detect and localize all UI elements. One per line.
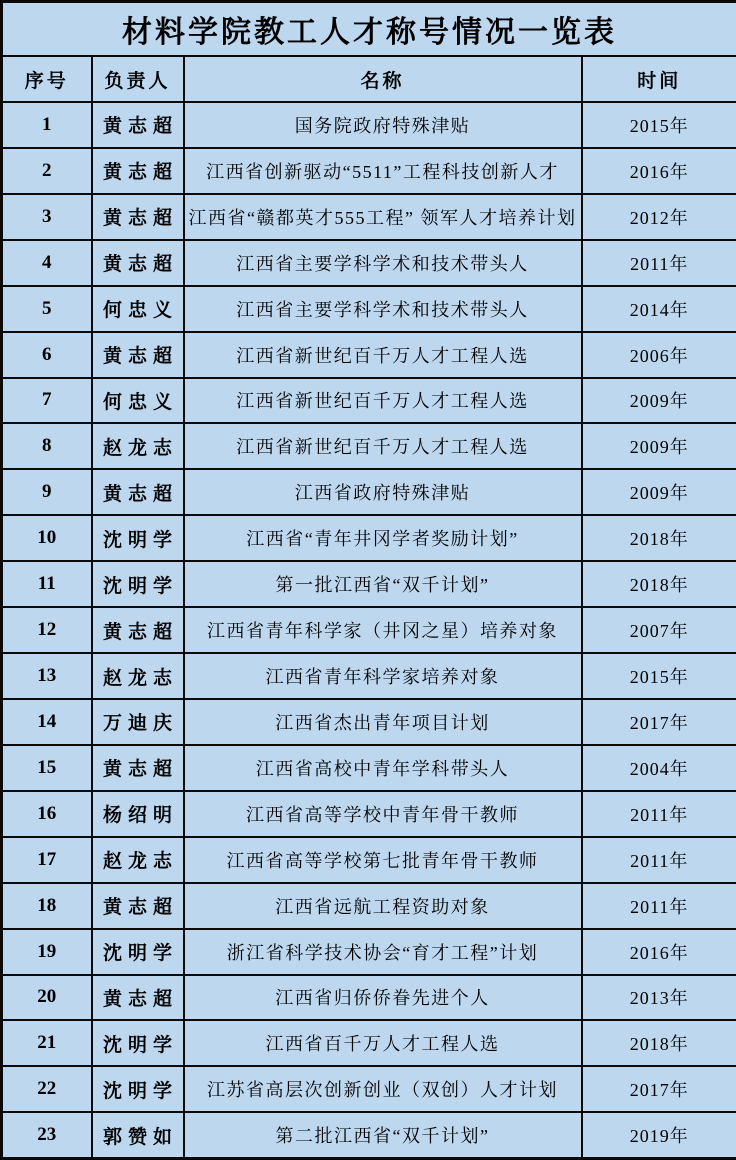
cell-person: 沈明学 bbox=[92, 561, 184, 607]
cell-name: 江西省主要学科学术和技术带头人 bbox=[184, 286, 582, 332]
cell-time: 2011年 bbox=[582, 791, 736, 837]
cell-name: 江西省青年科学家培养对象 bbox=[184, 653, 582, 699]
cell-index: 11 bbox=[2, 561, 92, 607]
cell-time: 2015年 bbox=[582, 653, 736, 699]
cell-time: 2009年 bbox=[582, 423, 736, 469]
table-row bbox=[2, 699, 736, 745]
cell-index: 3 bbox=[2, 194, 92, 240]
cell-index: 20 bbox=[2, 975, 92, 1021]
table-row bbox=[2, 883, 736, 929]
cell-time: 2018年 bbox=[582, 561, 736, 607]
cell-index: 22 bbox=[2, 1066, 92, 1112]
cell-person: 赵龙志 bbox=[92, 653, 184, 699]
table-row bbox=[2, 607, 736, 653]
cell-name: 江西省新世纪百千万人才工程人选 bbox=[184, 423, 582, 469]
table-row bbox=[2, 102, 736, 148]
cell-index: 18 bbox=[2, 883, 92, 929]
cell-time: 2019年 bbox=[582, 1112, 736, 1158]
table-row bbox=[2, 929, 736, 975]
table-row bbox=[2, 148, 736, 194]
table-row bbox=[2, 332, 736, 378]
cell-index: 19 bbox=[2, 929, 92, 975]
cell-time: 2009年 bbox=[582, 378, 736, 424]
cell-person: 万迪庆 bbox=[92, 699, 184, 745]
cell-time: 2006年 bbox=[582, 332, 736, 378]
cell-name: 江西省归侨侨眷先进个人 bbox=[184, 975, 582, 1021]
cell-name: 江西省青年科学家（井冈之星）培养对象 bbox=[184, 607, 582, 653]
cell-index: 1 bbox=[2, 102, 92, 148]
cell-person: 沈明学 bbox=[92, 929, 184, 975]
cell-index: 12 bbox=[2, 607, 92, 653]
cell-index: 23 bbox=[2, 1112, 92, 1158]
cell-index: 2 bbox=[2, 148, 92, 194]
cell-name: 江苏省高层次创新创业（双创）人才计划 bbox=[184, 1066, 582, 1112]
cell-name: 江西省高等学校第七批青年骨干教师 bbox=[184, 837, 582, 883]
cell-time: 2014年 bbox=[582, 286, 736, 332]
cell-time: 2012年 bbox=[582, 194, 736, 240]
cell-index: 5 bbox=[2, 286, 92, 332]
cell-name: 江西省高校中青年学科带头人 bbox=[184, 745, 582, 791]
cell-name: 江西省远航工程资助对象 bbox=[184, 883, 582, 929]
table-row bbox=[2, 975, 736, 1021]
cell-person: 沈明学 bbox=[92, 1066, 184, 1112]
cell-person: 黄志超 bbox=[92, 332, 184, 378]
table-row bbox=[2, 515, 736, 561]
cell-time: 2015年 bbox=[582, 102, 736, 148]
table-row bbox=[2, 240, 736, 286]
cell-index: 4 bbox=[2, 240, 92, 286]
table-row bbox=[2, 1066, 736, 1112]
table-row bbox=[2, 561, 736, 607]
cell-index: 16 bbox=[2, 791, 92, 837]
table-row bbox=[2, 791, 736, 837]
header-name: 名称 bbox=[184, 56, 582, 102]
cell-name: 江西省高等学校中青年骨干教师 bbox=[184, 791, 582, 837]
table-row bbox=[2, 745, 736, 791]
cell-index: 21 bbox=[2, 1020, 92, 1066]
cell-time: 2013年 bbox=[582, 975, 736, 1021]
cell-person: 黄志超 bbox=[92, 607, 184, 653]
cell-time: 2017年 bbox=[582, 699, 736, 745]
table-header-row bbox=[2, 56, 736, 102]
cell-person: 黄志超 bbox=[92, 148, 184, 194]
table-row bbox=[2, 469, 736, 515]
cell-index: 7 bbox=[2, 378, 92, 424]
cell-name: 江西省百千万人才工程人选 bbox=[184, 1020, 582, 1066]
cell-person: 黄志超 bbox=[92, 975, 184, 1021]
cell-index: 6 bbox=[2, 332, 92, 378]
header-index: 序号 bbox=[2, 56, 92, 102]
table-row bbox=[2, 837, 736, 883]
cell-index: 17 bbox=[2, 837, 92, 883]
cell-index: 9 bbox=[2, 469, 92, 515]
cell-name: 浙江省科学技术协会“育才工程”计划 bbox=[184, 929, 582, 975]
cell-time: 2011年 bbox=[582, 240, 736, 286]
cell-time: 2018年 bbox=[582, 515, 736, 561]
cell-person: 黄志超 bbox=[92, 745, 184, 791]
cell-person: 杨绍明 bbox=[92, 791, 184, 837]
cell-name: 第一批江西省“双千计划” bbox=[184, 561, 582, 607]
cell-person: 赵龙志 bbox=[92, 423, 184, 469]
table-row bbox=[2, 423, 736, 469]
table-row bbox=[2, 378, 736, 424]
table-body bbox=[2, 102, 736, 1159]
cell-index: 8 bbox=[2, 423, 92, 469]
table-row bbox=[2, 194, 736, 240]
cell-name: 江西省主要学科学术和技术带头人 bbox=[184, 240, 582, 286]
table-row bbox=[2, 1020, 736, 1066]
cell-person: 黄志超 bbox=[92, 469, 184, 515]
cell-name: 江西省新世纪百千万人才工程人选 bbox=[184, 378, 582, 424]
cell-time: 2004年 bbox=[582, 745, 736, 791]
table-title-row bbox=[2, 2, 736, 57]
cell-name: 江西省创新驱动“5511”工程科技创新人才 bbox=[184, 148, 582, 194]
cell-name: 第二批江西省“双千计划” bbox=[184, 1112, 582, 1158]
header-time: 时间 bbox=[582, 56, 736, 102]
cell-person: 黄志超 bbox=[92, 102, 184, 148]
cell-index: 14 bbox=[2, 699, 92, 745]
cell-name: 江西省“赣都英才555工程” 领军人才培养计划 bbox=[184, 194, 582, 240]
header-person: 负责人 bbox=[92, 56, 184, 102]
cell-time: 2009年 bbox=[582, 469, 736, 515]
cell-time: 2007年 bbox=[582, 607, 736, 653]
table-row bbox=[2, 286, 736, 332]
cell-person: 黄志超 bbox=[92, 240, 184, 286]
cell-person: 黄志超 bbox=[92, 883, 184, 929]
cell-person: 赵龙志 bbox=[92, 837, 184, 883]
cell-name: 国务院政府特殊津贴 bbox=[184, 102, 582, 148]
table-row bbox=[2, 1112, 736, 1158]
cell-name: 江西省新世纪百千万人才工程人选 bbox=[184, 332, 582, 378]
cell-person: 郭赞如 bbox=[92, 1112, 184, 1158]
table-title: 材料学院教工人才称号情况一览表 bbox=[2, 2, 736, 57]
cell-time: 2011年 bbox=[582, 883, 736, 929]
cell-index: 13 bbox=[2, 653, 92, 699]
table-row bbox=[2, 653, 736, 699]
cell-index: 15 bbox=[2, 745, 92, 791]
cell-person: 何忠义 bbox=[92, 378, 184, 424]
cell-name: 江西省“青年井冈学者奖励计划” bbox=[184, 515, 582, 561]
cell-time: 2016年 bbox=[582, 929, 736, 975]
cell-person: 沈明学 bbox=[92, 1020, 184, 1066]
cell-time: 2016年 bbox=[582, 148, 736, 194]
cell-name: 江西省政府特殊津贴 bbox=[184, 469, 582, 515]
cell-person: 黄志超 bbox=[92, 194, 184, 240]
cell-person: 沈明学 bbox=[92, 515, 184, 561]
cell-time: 2011年 bbox=[582, 837, 736, 883]
cell-name: 江西省杰出青年项目计划 bbox=[184, 699, 582, 745]
cell-time: 2018年 bbox=[582, 1020, 736, 1066]
cell-time: 2017年 bbox=[582, 1066, 736, 1112]
cell-person: 何忠义 bbox=[92, 286, 184, 332]
cell-index: 10 bbox=[2, 515, 92, 561]
